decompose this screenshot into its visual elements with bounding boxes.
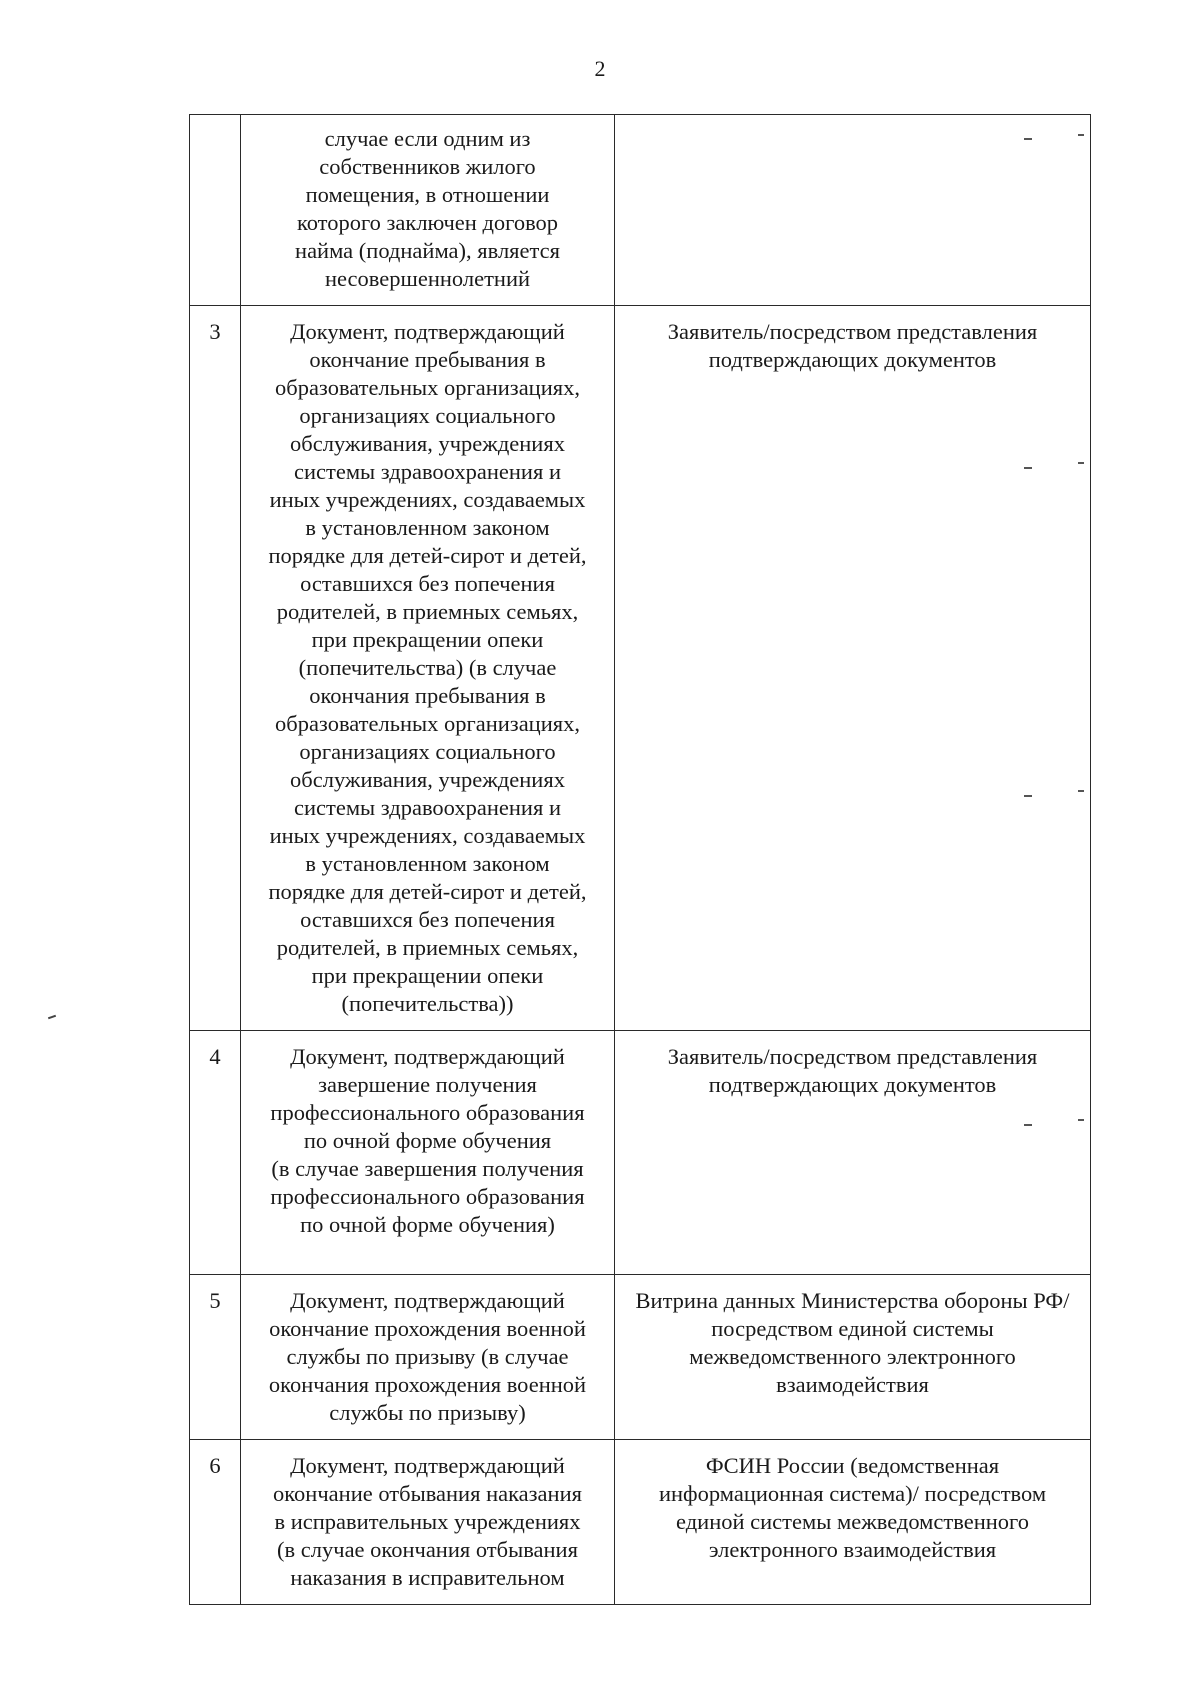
document-text-line: по очной форме обучения (303, 1128, 552, 1153)
document-text-line: иных учреждениях, создаваемых (269, 823, 586, 848)
document-text-line: Документ, подтверждающий (290, 1453, 565, 1478)
table-row (190, 115, 1091, 306)
document-text-line: системы здравоохранения и (293, 459, 561, 484)
source-text-line: Витрина данных Министерства обороны РФ/ (635, 1288, 1070, 1313)
document-text-line: образовательных организациях, (275, 711, 580, 736)
document-text-line: собственников жилого (319, 154, 536, 179)
scan-artifact-mark (1024, 1124, 1032, 1126)
document-text-line: при прекращении опеки (311, 627, 544, 652)
row-number: 3 (209, 319, 221, 344)
document-text-line: порядке для детей-сирот и детей, (268, 879, 587, 904)
source-cell (615, 1440, 1091, 1605)
document-cell (241, 115, 615, 306)
document-text-line: при прекращении опеки (311, 963, 544, 988)
document-text-line: профессионального образования (270, 1100, 585, 1125)
document-text-line: завершение получения (318, 1072, 537, 1097)
source-text-line: Заявитель/посредством представления (667, 319, 1038, 344)
document-text-line: окончания прохождения военной (268, 1372, 587, 1397)
document-text-line: Документ, подтверждающий (290, 1044, 565, 1069)
document-text-line: помещения, в отношении (305, 182, 550, 207)
source-text-line: ФСИН России (ведомственная (705, 1453, 1000, 1478)
document-text-line: окончание отбывания наказания (273, 1481, 582, 1506)
row-number: 4 (209, 1044, 221, 1069)
source-cell (615, 1275, 1091, 1440)
scan-artifact-mark (48, 1015, 56, 1020)
document-text-line: которого заключен договор (296, 210, 559, 235)
document-text-line: окончания пребывания в (309, 683, 546, 708)
source-text-line: подтверждающих документов (708, 347, 997, 372)
source-text-line: подтверждающих документов (708, 1072, 997, 1097)
table-row (190, 1031, 1091, 1275)
table-row (190, 306, 1091, 1031)
scan-artifact-mark (1078, 790, 1084, 792)
source-text-line: информационная система)/ посредством (658, 1481, 1047, 1506)
document-cell (241, 1275, 615, 1440)
document-text-line: в исправительных учреждениях (274, 1509, 581, 1534)
document-cell (241, 306, 615, 1031)
page-number: 2 (594, 56, 606, 81)
document-text-line: службы по призыву (в случае (286, 1344, 569, 1369)
document-text-line: окончание пребывания в (309, 347, 546, 372)
document-text-line: (в случае завершения получения (271, 1156, 584, 1181)
document-text-line: по очной форме обучения) (300, 1212, 555, 1237)
source-text-line: посредством единой системы (711, 1316, 994, 1341)
row-number-cell (190, 306, 241, 1031)
document-text-line: системы здравоохранения и (293, 795, 561, 820)
scan-artifact-mark (1078, 1119, 1084, 1121)
row-number-cell (190, 115, 241, 306)
document-text-line: найма (поднайма), является (295, 238, 560, 263)
document-text-line: иных учреждениях, создаваемых (269, 487, 586, 512)
row-number: 6 (209, 1453, 221, 1478)
document-text-line: родителей, в приемных семьях, (276, 935, 579, 960)
document-text-line: оставшихся без попечения (300, 571, 555, 596)
scan-artifact-mark (1024, 795, 1032, 797)
document-text-line: случае если одним из (324, 126, 531, 151)
source-text-line: единой системы межведомственного (676, 1509, 1029, 1534)
documents-table (189, 114, 1091, 1605)
document-text-line: обслуживания, учреждениях (290, 767, 565, 792)
document-text-line: (в случае окончания отбывания (277, 1537, 578, 1562)
row-number-cell (190, 1275, 241, 1440)
source-text-line: межведомственного электронного (689, 1344, 1016, 1369)
scan-artifact-mark (1024, 467, 1032, 469)
document-text-line: организациях социального (299, 403, 556, 428)
source-text-line: Заявитель/посредством представления (667, 1044, 1038, 1069)
row-number-cell (190, 1440, 241, 1605)
table-row (190, 1275, 1091, 1440)
scan-artifact-mark (1024, 138, 1032, 140)
document-text-line: окончание прохождения военной (269, 1316, 586, 1341)
document-text-line: наказания в исправительном (290, 1565, 565, 1590)
document-text-line: несовершеннолетний (324, 266, 531, 291)
document-text-line: Документ, подтверждающий (290, 1288, 565, 1313)
row-number: 5 (209, 1288, 221, 1313)
scan-artifact-mark (1078, 134, 1084, 136)
table-row (190, 1440, 1091, 1605)
scan-artifact-mark (1078, 462, 1084, 464)
document-text-line: в установленном законом (305, 851, 550, 876)
document-text-line: организациях социального (299, 739, 556, 764)
document-text-line: (попечительства) (в случае (298, 655, 557, 680)
document-text-line: порядке для детей-сирот и детей, (268, 543, 587, 568)
source-cell (615, 1031, 1091, 1275)
document-text-line: в установленном законом (305, 515, 550, 540)
source-text-line: взаимодействия (776, 1372, 929, 1397)
document-text-line: обслуживания, учреждениях (290, 431, 565, 456)
document-text-line: службы по призыву) (329, 1400, 526, 1425)
row-number-cell (190, 1031, 241, 1275)
document-cell (241, 1031, 615, 1275)
document-text-line: родителей, в приемных семьях, (276, 599, 579, 624)
document-text-line: оставшихся без попечения (300, 907, 555, 932)
source-cell (615, 115, 1091, 306)
document-cell (241, 1440, 615, 1605)
document-text-line: Документ, подтверждающий (290, 319, 565, 344)
source-cell (615, 306, 1091, 1031)
documents-table-body (190, 115, 1091, 1605)
source-text-line: электронного взаимодействия (708, 1537, 997, 1562)
document-text-line: профессионального образования (270, 1184, 585, 1209)
document-text-line: образовательных организациях, (275, 375, 580, 400)
document-text-line: (попечительства)) (341, 991, 514, 1016)
